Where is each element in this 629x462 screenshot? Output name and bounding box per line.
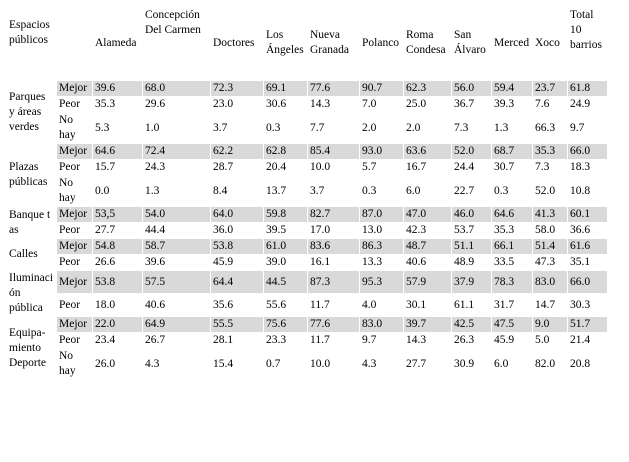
table-row [7,97,607,112]
value-cell: 14.3 [406,334,427,346]
value-cell: 37.9 [452,271,491,293]
value-cell: 45.9 [213,256,234,268]
value-cell: 11.7 [310,298,330,311]
value-cell: 26.0 [95,357,116,370]
table-body [7,81,607,379]
value-cell: 55.5 [211,317,263,332]
value-cell: 10.0 [310,161,331,173]
value-cell: 0.3 [494,184,509,197]
value-cell: 72.3 [211,81,263,96]
value-cell: 53.8 [93,271,142,293]
category-label: Iluminación pública [9,272,54,314]
value-cell: 8.4 [213,184,228,197]
value-cell: 21.4 [570,334,591,346]
value-cell: 75.6 [264,317,307,332]
value-cell: 69.1 [264,81,307,96]
header-cell: Polanco [362,36,400,49]
value-cell: 60.1 [568,207,607,222]
value-cell: 40.6 [406,256,427,268]
value-cell: 82.0 [535,357,556,370]
value-cell: 4.3 [145,357,160,370]
value-cell: 39.5 [266,224,287,236]
value-cell: 10.8 [570,184,591,197]
value-cell: 39.7 [404,317,451,332]
value-cell: 28.1 [213,334,234,346]
header-cell: Concepción Del Carmen [145,9,201,36]
table-row [7,349,607,379]
level-label: Peor [59,298,81,311]
value-cell: 57.5 [143,271,210,293]
header-cell: Espacios públicos [9,19,50,46]
value-cell: 47.0 [404,207,451,222]
value-cell: 58.0 [535,224,556,236]
value-cell: 47.3 [535,256,556,268]
value-cell: 36.7 [454,98,475,110]
value-cell: 27.7 [95,224,116,236]
value-cell: 18.0 [95,298,116,311]
value-cell: 17.0 [310,224,331,236]
value-cell: 22.0 [93,317,142,332]
level-label: Peor [59,334,81,346]
header-cell: Nueva Granada [310,29,349,56]
value-cell: 1.3 [494,121,509,134]
table-row [7,271,607,293]
value-cell: 14.7 [535,298,556,311]
value-cell: 6.0 [494,357,509,370]
value-cell: 0.3 [266,121,281,134]
value-cell: 27.7 [406,357,427,370]
value-cell: 64.9 [143,317,210,332]
value-cell: 7.7 [310,121,325,134]
level-label: Peor [59,256,81,268]
value-cell: 23.0 [213,98,234,110]
value-cell: 62.8 [264,144,307,159]
table-row [7,160,607,175]
value-cell: 1.0 [145,121,160,134]
value-cell: 47.5 [492,317,532,332]
table-row [7,333,607,348]
header-cell: Total 10 barrios [570,9,602,51]
header-cell [57,6,92,80]
value-cell: 83.0 [533,271,567,293]
value-cell: 35.6 [213,298,234,311]
value-cell: 35.3 [533,144,567,159]
level-label: Mejor [57,144,92,159]
value-cell: 64.4 [211,271,263,293]
level-label: Mejor [57,81,92,96]
value-cell: 3.7 [213,121,228,134]
header-cell: Xoco [535,36,560,49]
value-cell: 35.1 [570,256,591,268]
value-cell: 54.8 [93,239,142,254]
table-row [7,81,607,96]
value-cell: 68.7 [492,144,532,159]
value-cell: 20.4 [266,161,287,173]
level-label: No hay [59,177,76,204]
value-cell: 39.3 [494,98,515,110]
value-cell: 5.7 [362,161,377,173]
table-row [7,317,607,332]
value-cell: 83.0 [360,317,403,332]
value-cell: 59.8 [264,207,307,222]
value-cell: 30.3 [570,298,591,311]
value-cell: 13.0 [362,224,383,236]
value-cell: 59.4 [492,81,532,96]
value-cell: 90.7 [360,81,403,96]
value-cell: 53,5 [93,207,142,222]
value-cell: 87.0 [360,207,403,222]
value-cell: 72.4 [143,144,210,159]
value-cell: 48.9 [454,256,475,268]
value-cell: 9.7 [362,334,377,346]
value-cell: 30.1 [406,298,427,311]
value-cell: 30.9 [454,357,475,370]
value-cell: 62.2 [211,144,263,159]
table-row [7,223,607,238]
value-cell: 35.3 [494,224,515,236]
value-cell: 3.7 [310,184,325,197]
value-cell: 95.3 [360,271,403,293]
value-cell: 5.0 [535,334,550,346]
value-cell: 23.3 [266,334,287,346]
value-cell: 13.3 [362,256,383,268]
header-cell: Doctores [213,36,255,49]
value-cell: 26.3 [454,334,475,346]
value-cell: 10.0 [310,357,331,370]
category-label: Parques y áreas verdes [9,90,46,133]
value-cell: 51.4 [533,239,567,254]
value-cell: 16.1 [310,256,331,268]
value-cell: 51.1 [452,239,491,254]
value-cell: 64.0 [211,207,263,222]
value-cell: 24.3 [145,161,166,173]
value-cell: 48.7 [404,239,451,254]
value-cell: 2.0 [406,121,421,134]
level-label: No hay [59,114,76,141]
value-cell: 28.7 [213,161,234,173]
header-cell: Alameda [95,36,137,49]
value-cell: 42.5 [452,317,491,332]
category-label: Plazas públicas [9,161,48,188]
value-cell: 61.0 [264,239,307,254]
value-cell: 52.0 [535,184,556,197]
value-cell: 66.1 [492,239,532,254]
value-cell: 36.6 [570,224,591,236]
value-cell: 54.0 [143,207,210,222]
value-cell: 87.3 [308,271,359,293]
value-cell: 9.7 [570,121,585,134]
header-cell: San Álvaro [454,29,486,56]
value-cell: 45.9 [494,334,515,346]
value-cell: 15.4 [213,357,234,370]
value-cell: 56.0 [452,81,491,96]
value-cell: 26.7 [145,334,166,346]
value-cell: 64.6 [492,207,532,222]
table-row [7,207,607,222]
value-cell: 82.7 [308,207,359,222]
level-label: No hay [59,350,76,377]
level-label: Peor [59,224,81,236]
value-cell: 30.7 [494,161,515,173]
level-label: Mejor [57,317,92,332]
value-cell: 66.0 [568,144,607,159]
value-cell: 52.0 [452,144,491,159]
value-cell: 61.6 [568,239,607,254]
value-cell: 36.0 [213,224,234,236]
value-cell: 11.7 [310,334,330,346]
table-row [7,144,607,159]
value-cell: 20.8 [570,357,591,370]
value-cell: 62.3 [404,81,451,96]
value-cell: 55.6 [266,298,287,311]
value-cell: 83.6 [308,239,359,254]
level-label: Mejor [57,239,92,254]
table-row [7,113,607,143]
value-cell: 16.7 [406,161,427,173]
value-cell: 61.8 [568,81,607,96]
value-cell: 35.3 [95,98,116,110]
value-cell: 25.0 [406,98,427,110]
value-cell: 24.9 [570,98,591,110]
value-cell: 7.6 [535,98,550,110]
level-label: Peor [59,98,81,110]
value-cell: 57.9 [404,271,451,293]
value-cell: 24.4 [454,161,475,173]
level-label: Mejor [57,207,92,222]
value-cell: 77.6 [308,317,359,332]
value-cell: 39.6 [145,256,166,268]
value-cell: 0.7 [266,357,281,370]
survey-table [6,5,608,380]
value-cell: 18.3 [570,161,591,173]
value-cell: 61.1 [454,298,475,311]
header-cell: Los Ángeles [266,29,304,56]
value-cell: 23.7 [533,81,567,96]
value-cell: 64.6 [93,144,142,159]
value-cell: 53.7 [454,224,475,236]
table-row [7,255,607,270]
value-cell: 68.0 [143,81,210,96]
value-cell: 41.3 [533,207,567,222]
value-cell: 77.6 [308,81,359,96]
value-cell: 13.7 [266,184,287,197]
value-cell: 23.4 [95,334,116,346]
category-label: Equipa-miento Deporte [9,326,47,369]
value-cell: 44.5 [264,271,307,293]
header-cell: Merced [494,36,530,49]
value-cell: 53.8 [211,239,263,254]
category-label: Banque t as [9,208,51,236]
value-cell: 39.6 [93,81,142,96]
value-cell: 66.0 [568,271,607,293]
value-cell: 4.0 [362,298,377,311]
table-row [7,239,607,254]
value-cell: 39.0 [266,256,287,268]
value-cell: 63.6 [404,144,451,159]
value-cell: 7.0 [362,98,377,110]
value-cell: 22.7 [454,184,475,197]
value-cell: 31.7 [494,298,515,311]
value-cell: 2.0 [362,121,377,134]
value-cell: 4.3 [362,357,377,370]
value-cell: 51.7 [568,317,607,332]
value-cell: 33.5 [494,256,515,268]
value-cell: 86.3 [360,239,403,254]
value-cell: 6.0 [406,184,421,197]
category-label: Calles [9,248,38,260]
value-cell: 15.7 [95,161,116,173]
value-cell: 9.0 [533,317,567,332]
value-cell: 30.6 [266,98,287,110]
value-cell: 42.3 [406,224,427,236]
value-cell: 29.6 [145,98,166,110]
table-row [7,294,607,316]
table-row [7,176,607,206]
value-cell: 44.4 [145,224,166,236]
value-cell: 93.0 [360,144,403,159]
value-cell: 40.6 [145,298,166,311]
value-cell: 0.0 [95,184,110,197]
value-cell: 7.3 [454,121,469,134]
level-label: Mejor [57,271,92,293]
value-cell: 0.3 [362,184,377,197]
value-cell: 66.3 [535,121,556,134]
value-cell: 85.4 [308,144,359,159]
value-cell: 78.3 [492,271,532,293]
level-label: Peor [59,161,81,173]
value-cell: 58.7 [143,239,210,254]
header-cell: Roma Condesa [406,29,446,56]
value-cell: 46.0 [452,207,491,222]
value-cell: 5.3 [95,121,110,134]
header-row [7,6,607,80]
value-cell: 14.3 [310,98,331,110]
value-cell: 26.6 [95,256,116,268]
value-cell: 7.3 [535,161,550,173]
value-cell: 1.3 [145,184,160,197]
